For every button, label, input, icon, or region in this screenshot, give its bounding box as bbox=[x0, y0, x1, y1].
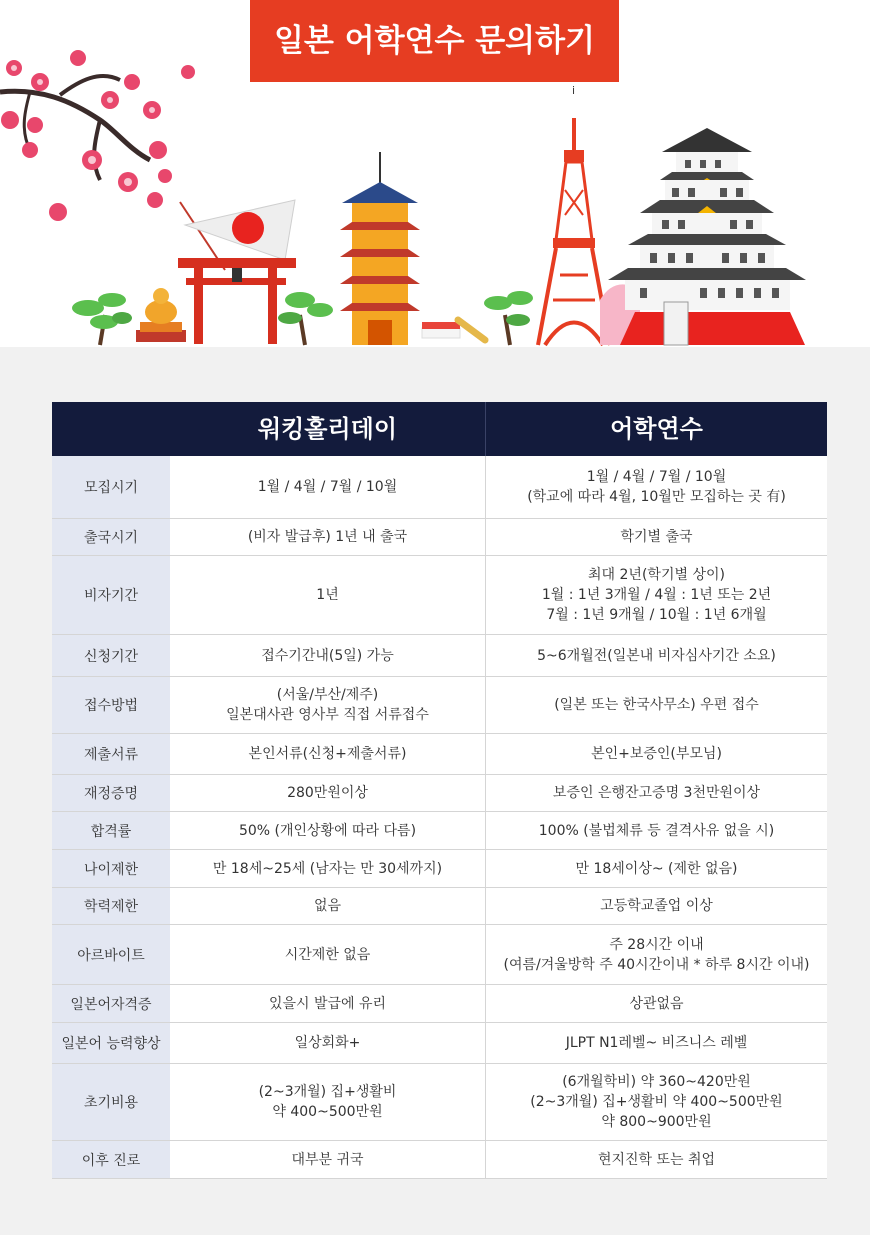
working-holiday-cell bbox=[170, 734, 485, 774]
language-study-cell bbox=[485, 734, 827, 774]
table-row bbox=[52, 1023, 827, 1064]
working-holiday-cell bbox=[170, 677, 485, 733]
table-row bbox=[52, 556, 827, 635]
table-row bbox=[52, 456, 827, 519]
table-row bbox=[52, 985, 827, 1023]
language-study-cell bbox=[485, 635, 827, 676]
cherry-blossom-branch-icon bbox=[0, 50, 195, 221]
working-holiday-cell bbox=[170, 888, 485, 924]
cell-text-line: (서울/부산/제주) bbox=[276, 687, 379, 703]
language-study-cell bbox=[485, 1141, 827, 1178]
working-holiday-cell bbox=[170, 850, 485, 887]
sushi-icon bbox=[422, 320, 485, 340]
row-label: 일본어 능력향상 bbox=[52, 1023, 170, 1063]
language-study-cell bbox=[485, 1023, 827, 1063]
buddha-statue-icon bbox=[136, 288, 186, 342]
table-row bbox=[52, 1141, 827, 1179]
cell-text-line: 본인+보증인(부모님) bbox=[591, 746, 722, 762]
cell-text-line: 100% (불법체류 등 결격사유 없을 시) bbox=[538, 822, 775, 839]
working-holiday-cell bbox=[170, 925, 485, 984]
language-study-cell bbox=[485, 925, 827, 984]
language-study-cell bbox=[485, 888, 827, 924]
language-study-cell bbox=[485, 677, 827, 733]
cell-text-line: 1월 : 1년 3개월 / 4월 : 1년 또는 2년 bbox=[541, 587, 772, 603]
language-study-cell bbox=[485, 556, 827, 634]
cell-text-line: 있을시 발급에 유리 bbox=[268, 995, 387, 1012]
table-row bbox=[52, 677, 827, 734]
cell-text-line: 만 18세이상~ (제한 없음) bbox=[575, 860, 738, 877]
table-header-row bbox=[52, 402, 827, 456]
japanese-castle-icon bbox=[600, 128, 806, 345]
cell-text-line: 만 18세~25세 (남자는 만 30세까지) bbox=[212, 860, 443, 877]
row-label: 모집시기 bbox=[52, 456, 170, 518]
row-label: 제출서류 bbox=[52, 734, 170, 774]
row-label: 재정증명 bbox=[52, 775, 170, 811]
cell-text-line: 약 400~500만원 bbox=[272, 1104, 383, 1120]
working-holiday-cell bbox=[170, 556, 485, 634]
row-label: 아르바이트 bbox=[52, 925, 170, 984]
cell-text-line: 접수기간내(5일) 가능 bbox=[261, 647, 394, 664]
cell-text-line: 최대 2년(학기별 상이) bbox=[588, 567, 725, 583]
header-language-study: 어학연수 bbox=[485, 402, 827, 456]
language-study-cell bbox=[485, 850, 827, 887]
cell-text-line: 5~6개월전(일본내 비자심사기간 소요) bbox=[537, 647, 776, 664]
cell-text-line: (학교에 따라 4월, 10월만 모집하는 곳 有) bbox=[527, 489, 786, 505]
cell-text-line: (6개월학비) 약 360~420만원 bbox=[562, 1074, 751, 1090]
language-study-cell bbox=[485, 1064, 827, 1140]
cell-text-line: (2~3개월) 집+생활비 약 400~500만원 bbox=[530, 1094, 783, 1110]
cell-text-line: 시간제한 없음 bbox=[284, 946, 371, 963]
language-study-cell bbox=[485, 775, 827, 811]
cell-text-line: (일본 또는 한국사무소) 우편 접수 bbox=[554, 697, 759, 713]
table-row bbox=[52, 812, 827, 850]
table-row bbox=[52, 734, 827, 775]
working-holiday-cell bbox=[170, 635, 485, 676]
cell-text-line: 보증인 은행잔고증명 3천만원이상 bbox=[552, 785, 761, 801]
hero-illustration-area bbox=[0, 0, 870, 347]
working-holiday-cell bbox=[170, 1064, 485, 1140]
table-row bbox=[52, 888, 827, 925]
working-holiday-cell bbox=[170, 456, 485, 518]
row-label: 출국시기 bbox=[52, 519, 170, 555]
row-label: 접수방법 bbox=[52, 677, 170, 733]
cell-text-line: (2~3개월) 집+생활비 bbox=[258, 1084, 397, 1100]
cell-text-line: JLPT N1레벨~ 비즈니스 레벨 bbox=[565, 1035, 748, 1051]
table-row bbox=[52, 850, 827, 888]
table-row bbox=[52, 519, 827, 556]
language-study-cell bbox=[485, 519, 827, 555]
cell-text-line: (여름/겨울방학 주 40시간이내 * 하루 8시간 이내) bbox=[503, 956, 810, 973]
cell-text-line: 일본대사관 영사부 직접 서류접수 bbox=[226, 707, 429, 723]
table-row bbox=[52, 635, 827, 677]
page-title-banner[interactable]: 일본 어학연수 문의하기 bbox=[250, 0, 619, 82]
working-holiday-cell bbox=[170, 1023, 485, 1063]
cell-text-line: 280만원이상 bbox=[287, 785, 368, 801]
row-label: 합격률 bbox=[52, 812, 170, 849]
cell-text-line: 상관없음 bbox=[629, 995, 684, 1012]
working-holiday-cell bbox=[170, 1141, 485, 1178]
small-mark-text: i bbox=[572, 84, 576, 97]
language-study-cell bbox=[485, 985, 827, 1022]
header-working-holiday: 워킹홀리데이 bbox=[257, 415, 398, 443]
tokyo-tower-icon bbox=[538, 84, 610, 345]
cell-text-line: 고등학교졸업 이상 bbox=[600, 898, 713, 914]
cell-text-line: 대부분 귀국 bbox=[291, 1151, 364, 1168]
cell-text-line: 본인서류(신청+제출서류) bbox=[248, 746, 407, 762]
row-label: 초기비용 bbox=[52, 1064, 170, 1140]
language-study-cell bbox=[485, 456, 827, 518]
language-study-cell bbox=[485, 812, 827, 849]
working-holiday-cell bbox=[170, 775, 485, 811]
cell-text-line: (비자 발급후) 1년 내 출국 bbox=[247, 529, 408, 545]
cell-text-line: 1년 bbox=[316, 587, 339, 603]
table-body bbox=[52, 456, 827, 1179]
cell-text-line: 주 28시간 이내 bbox=[609, 936, 704, 953]
cell-text-line: 현지진학 또는 취업 bbox=[597, 1151, 716, 1168]
cell-text-line: 7월 : 1년 9개월 / 10월 : 1년 6개월 bbox=[546, 607, 767, 623]
pagoda-icon bbox=[340, 152, 420, 345]
row-label: 비자기간 bbox=[52, 556, 170, 634]
row-label: 일본어자격증 bbox=[52, 985, 170, 1022]
row-label: 신청기간 bbox=[52, 635, 170, 676]
row-label: 나이제한 bbox=[52, 850, 170, 887]
working-holiday-cell bbox=[170, 812, 485, 849]
table-row bbox=[52, 925, 827, 985]
torii-gate-icon bbox=[178, 200, 296, 344]
row-label: 이후 진로 bbox=[52, 1141, 170, 1178]
cell-text-line: 1월 / 4월 / 7월 / 10월 bbox=[586, 469, 727, 485]
working-holiday-cell bbox=[170, 985, 485, 1022]
cell-text-line: 없음 bbox=[313, 898, 342, 914]
cell-text-line: 1월 / 4월 / 7월 / 10월 bbox=[257, 479, 398, 495]
working-holiday-cell bbox=[170, 519, 485, 555]
cell-text-line: 학기별 출국 bbox=[620, 529, 693, 545]
table-row bbox=[52, 1064, 827, 1141]
header-empty-cell bbox=[52, 402, 170, 456]
table-row bbox=[52, 775, 827, 812]
comparison-table bbox=[52, 402, 827, 1179]
cell-text-line: 50% (개인상황에 따라 다름) bbox=[238, 822, 417, 839]
row-label: 학력제한 bbox=[52, 888, 170, 924]
cell-text-line: 일상회화+ bbox=[294, 1035, 361, 1051]
cell-text-line: 약 800~900만원 bbox=[601, 1114, 712, 1130]
